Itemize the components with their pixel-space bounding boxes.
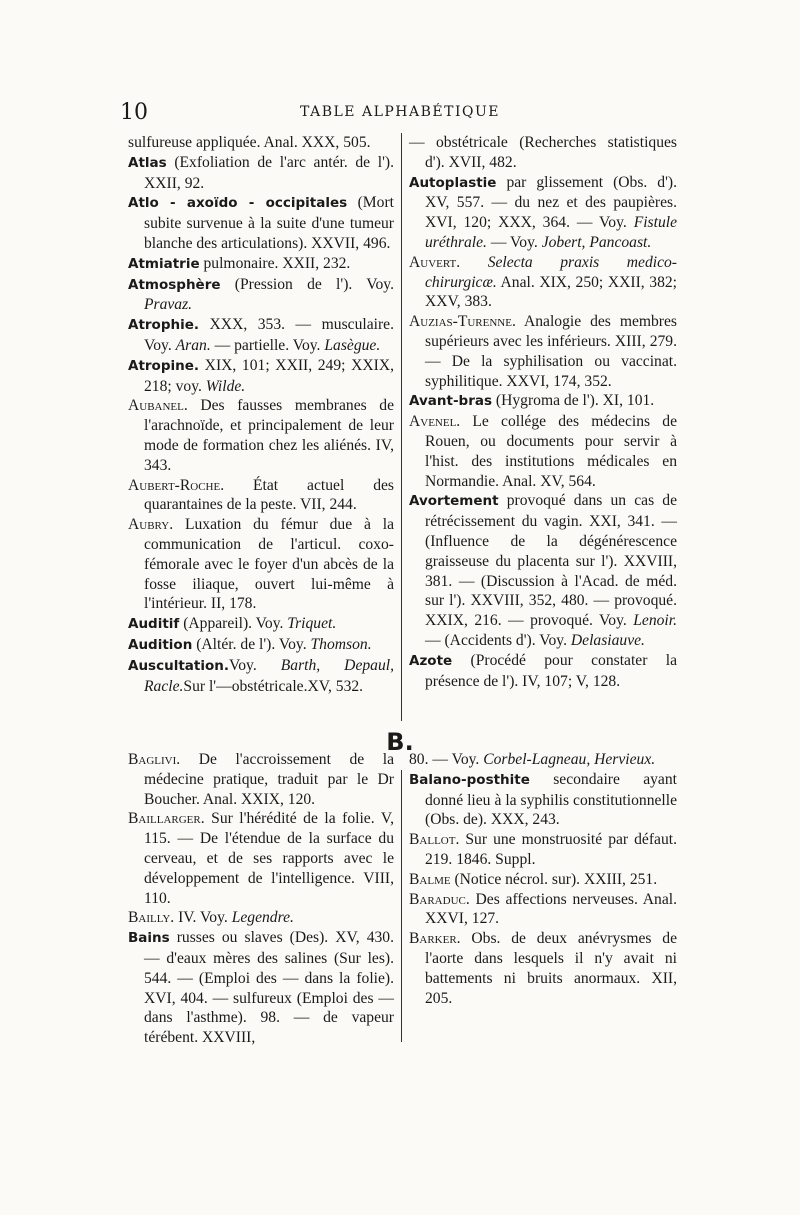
entry-keyword: Avortement [409, 493, 499, 510]
entry-reference: Fistule uréthrale. [425, 214, 677, 251]
index-entry [128, 515, 394, 614]
entry-text: (Mort subite survenue à la suite d'une tumeur blanche des articulations). XXVII, 496. [144, 194, 394, 252]
page-number: 10 [120, 100, 148, 125]
entry-keyword: Auscultation. [128, 657, 229, 674]
index-entry [128, 356, 394, 397]
index-entry [409, 750, 677, 770]
entry-text: 80. — Voy. [409, 751, 484, 768]
entry-reference: Thomson. [310, 635, 372, 653]
index-entry [409, 770, 677, 830]
entry-text: Analogie des membres supérieurs avec les inférieurs. XIII, 279. — De la syphilisation ou vaccinat. syphilitique. XXVI, 174, 352. [425, 313, 677, 390]
entry-reference: Barth, Depaul, Racle. [144, 656, 394, 695]
entry-text: russes ou slaves (Des). XV, 430. — d'eaux mères des salines (Sur les). 544. — (Emploi des — dans la folie). XVI, 404. — sulfureux (Emploi des — dans l'asthme). 98. — de vapeur térébent. XXVIII, [144, 929, 394, 1047]
entry-author: Balme [409, 870, 451, 888]
index-entry [409, 651, 677, 692]
entry-reference: Triquet. [287, 615, 337, 633]
entry-text: secondaire ayant donné lieu à la syphilis constitutionnelle (Obs. de). XXX, 243. [425, 770, 677, 829]
entry-reference: Corbel-Lagneau, Hervieux. [483, 751, 656, 768]
entry-author: Aubanel. [128, 397, 188, 415]
entry-text: (Notice nécrol. sur). XXIII, 251. [450, 870, 658, 888]
entry-keyword: Autoplastie [409, 174, 497, 191]
entry-text: — obstétricale (Recherches statistiques d'). XVII, 482. [409, 134, 677, 171]
index-entry [128, 635, 394, 656]
entry-reference: Aran. [175, 336, 211, 354]
index-entry [128, 928, 394, 1048]
entry-reference: Jobert, Pancoast. [541, 233, 652, 251]
entry-text: Des affections nerveuses. Anal. XXVI, 127. [425, 890, 677, 928]
entry-text: Obs. de deux anévrysmes de l'aorte dans lesquels il n'y avait ni battements ni bruits anormaux. XII, 205. [425, 930, 677, 1007]
index-entry [128, 133, 394, 153]
entry-keyword: Bains [128, 930, 170, 947]
entry-text: Le collége des médecins de Rouen, ou documents pour servir à l'hist. des institutions médicales en Normandie. Anal. XV, 564. [425, 413, 677, 490]
index-entry [128, 193, 394, 253]
index-entry [409, 870, 677, 890]
index-entry [128, 254, 394, 275]
entry-text: XIX, 101; XXII, 249; XXIX, 218; voy. [144, 356, 394, 395]
index-entry [409, 412, 677, 491]
entry-author: Barker. [409, 930, 461, 948]
entry-text: (Procédé pour constater la présence de l'). IV, 107; V, 128. [425, 651, 677, 690]
entry-text: — partielle. Voy. [210, 336, 325, 354]
entry-text: IV. Voy. [174, 909, 232, 927]
page-header [120, 100, 680, 126]
entry-text: (Appareil). Voy. [179, 615, 288, 633]
index-entry [128, 614, 394, 635]
entry-text: Sur l'hérédité de la folie. V, 115. — De l'étendue de la surface du cerveau, et de ses rapports avec le développement de l'intelligence. VIII, 110. [144, 810, 394, 907]
entry-author: Auzias-Turenne. [409, 313, 516, 331]
entry-text: provoqué dans un cas de rétrécissement du vagin. XXI, 341. — (Influence de la dégénérescence graisseuse du placenta sur l'). XXVIII, 381. — (Discussion à l'Acad. de méd. sur l'). XXVIII, 352, 480. — provoqué. XXIX, 216. — provoqué. Voy. [425, 492, 677, 630]
entry-text [460, 254, 488, 271]
entry-text: — Voy. [486, 233, 542, 251]
entry-reference: Lenoir. [633, 612, 677, 630]
entry-text: (Exfoliation de l'arc antér. de l'). XXII, 92. [144, 153, 394, 192]
entry-text: État actuel des quarantaines de la peste. VII, 244. [144, 476, 394, 514]
entry-keyword: Atmiatrie [128, 255, 200, 272]
entry-author: Baglivi. [128, 751, 181, 768]
index-entry [128, 153, 394, 194]
entry-author: Ballot. [409, 831, 460, 849]
entry-author: Auvert. [409, 253, 461, 271]
index-entry [128, 315, 394, 356]
entry-text: Anal. XIX, 250; XXII, 382; XXV, 383. [425, 273, 677, 311]
entry-text: (Hygroma de l'). XI, 101. [492, 392, 655, 410]
column-divider [401, 133, 402, 721]
index-entry [409, 133, 677, 173]
section-b-right-column [409, 750, 677, 1008]
entry-author: Aubry. [128, 516, 174, 534]
section-a-left-column [128, 133, 394, 696]
entry-keyword: Atlas [128, 154, 167, 171]
running-title: TABLE ALPHABÉTIQUE [300, 104, 500, 120]
entry-keyword: Atropine. [128, 357, 200, 374]
index-entry [409, 491, 677, 650]
index-entry [409, 929, 677, 1008]
entry-author: Aubert-Roche. [128, 476, 225, 494]
index-entry [409, 312, 677, 391]
entry-text: Des fausses membranes de l'arachnoïde, et principalement de leur mode de formation chez les aliénés. IV, 343. [144, 397, 394, 474]
index-entry [409, 173, 677, 253]
entry-reference: Lasègue. [324, 336, 381, 354]
entry-text: par glissement (Obs. d'). XV, 557. — du nez et des paupières. XVI, 120; XXX, 364. — Voy. [425, 173, 677, 232]
index-entry [409, 890, 677, 930]
index-entry [128, 908, 394, 928]
entry-text: Voy. [229, 656, 281, 674]
entry-text: Sur une monstruosité par défaut. 219. 1846. Suppl. [425, 831, 677, 868]
index-entry [409, 391, 677, 412]
index-entry [128, 809, 394, 908]
entry-author: Baraduc. [409, 890, 470, 908]
entry-keyword: Atrophie. [128, 317, 200, 334]
entry-reference: Selecta praxis medico-chirurgicæ. [425, 253, 677, 291]
index-entry [128, 275, 394, 316]
entry-reference: Delasiauve. [570, 631, 645, 649]
entry-reference: Legendre. [231, 909, 294, 927]
entry-text: (Altér. de l'). Voy. [192, 635, 311, 653]
index-entry [128, 750, 394, 809]
entry-keyword: Balano-posthite [409, 771, 530, 788]
section-letter-b: B. [386, 728, 414, 756]
index-entry [409, 253, 677, 312]
entry-keyword: Avant-bras [409, 393, 493, 410]
entry-author: Bailly. [128, 909, 175, 927]
index-entry [409, 830, 677, 870]
column-divider [401, 770, 402, 1042]
entry-keyword: Auditif [128, 616, 180, 633]
section-a-right-column [409, 133, 677, 691]
entry-text: De l'accroissement de la médecine pratique, traduit par le Dr Boucher. Anal. XXIX, 120. [144, 751, 394, 808]
entry-text: XXX, 353. — musculaire. Voy. [144, 316, 394, 354]
entry-keyword: Audition [128, 636, 193, 653]
entry-author: Baillarger. [128, 810, 205, 828]
entry-text: — (Accidents d'). Voy. [425, 631, 571, 649]
entry-text: sulfureuse appliquée. Anal. XXX, 505. [128, 134, 371, 151]
entry-text: Sur l'—obstétricale.XV, 532. [183, 677, 364, 695]
entry-reference: Wilde. [205, 377, 246, 395]
index-entry [128, 476, 394, 516]
index-entry [128, 396, 394, 475]
entry-keyword: Atlo - axoïdo - occipitales [128, 195, 348, 212]
section-b-left-column [128, 750, 394, 1048]
entry-author: Avenel. [409, 413, 461, 431]
entry-text: Luxation du fémur due à la communication de l'articul. coxo-fémorale avec le foyer d'un abcès de la fosse iliaque, ouvert lui-même à l'intérieur. II, 178. [144, 516, 394, 613]
entry-text: (Pression de l'). Voy. [220, 275, 394, 293]
entry-keyword: Azote [409, 652, 453, 669]
entry-reference: Pravaz. [144, 296, 193, 314]
entry-keyword: Atmosphère [128, 276, 221, 293]
index-entry [128, 656, 394, 697]
entry-text: pulmonaire. XXII, 232. [199, 254, 351, 272]
